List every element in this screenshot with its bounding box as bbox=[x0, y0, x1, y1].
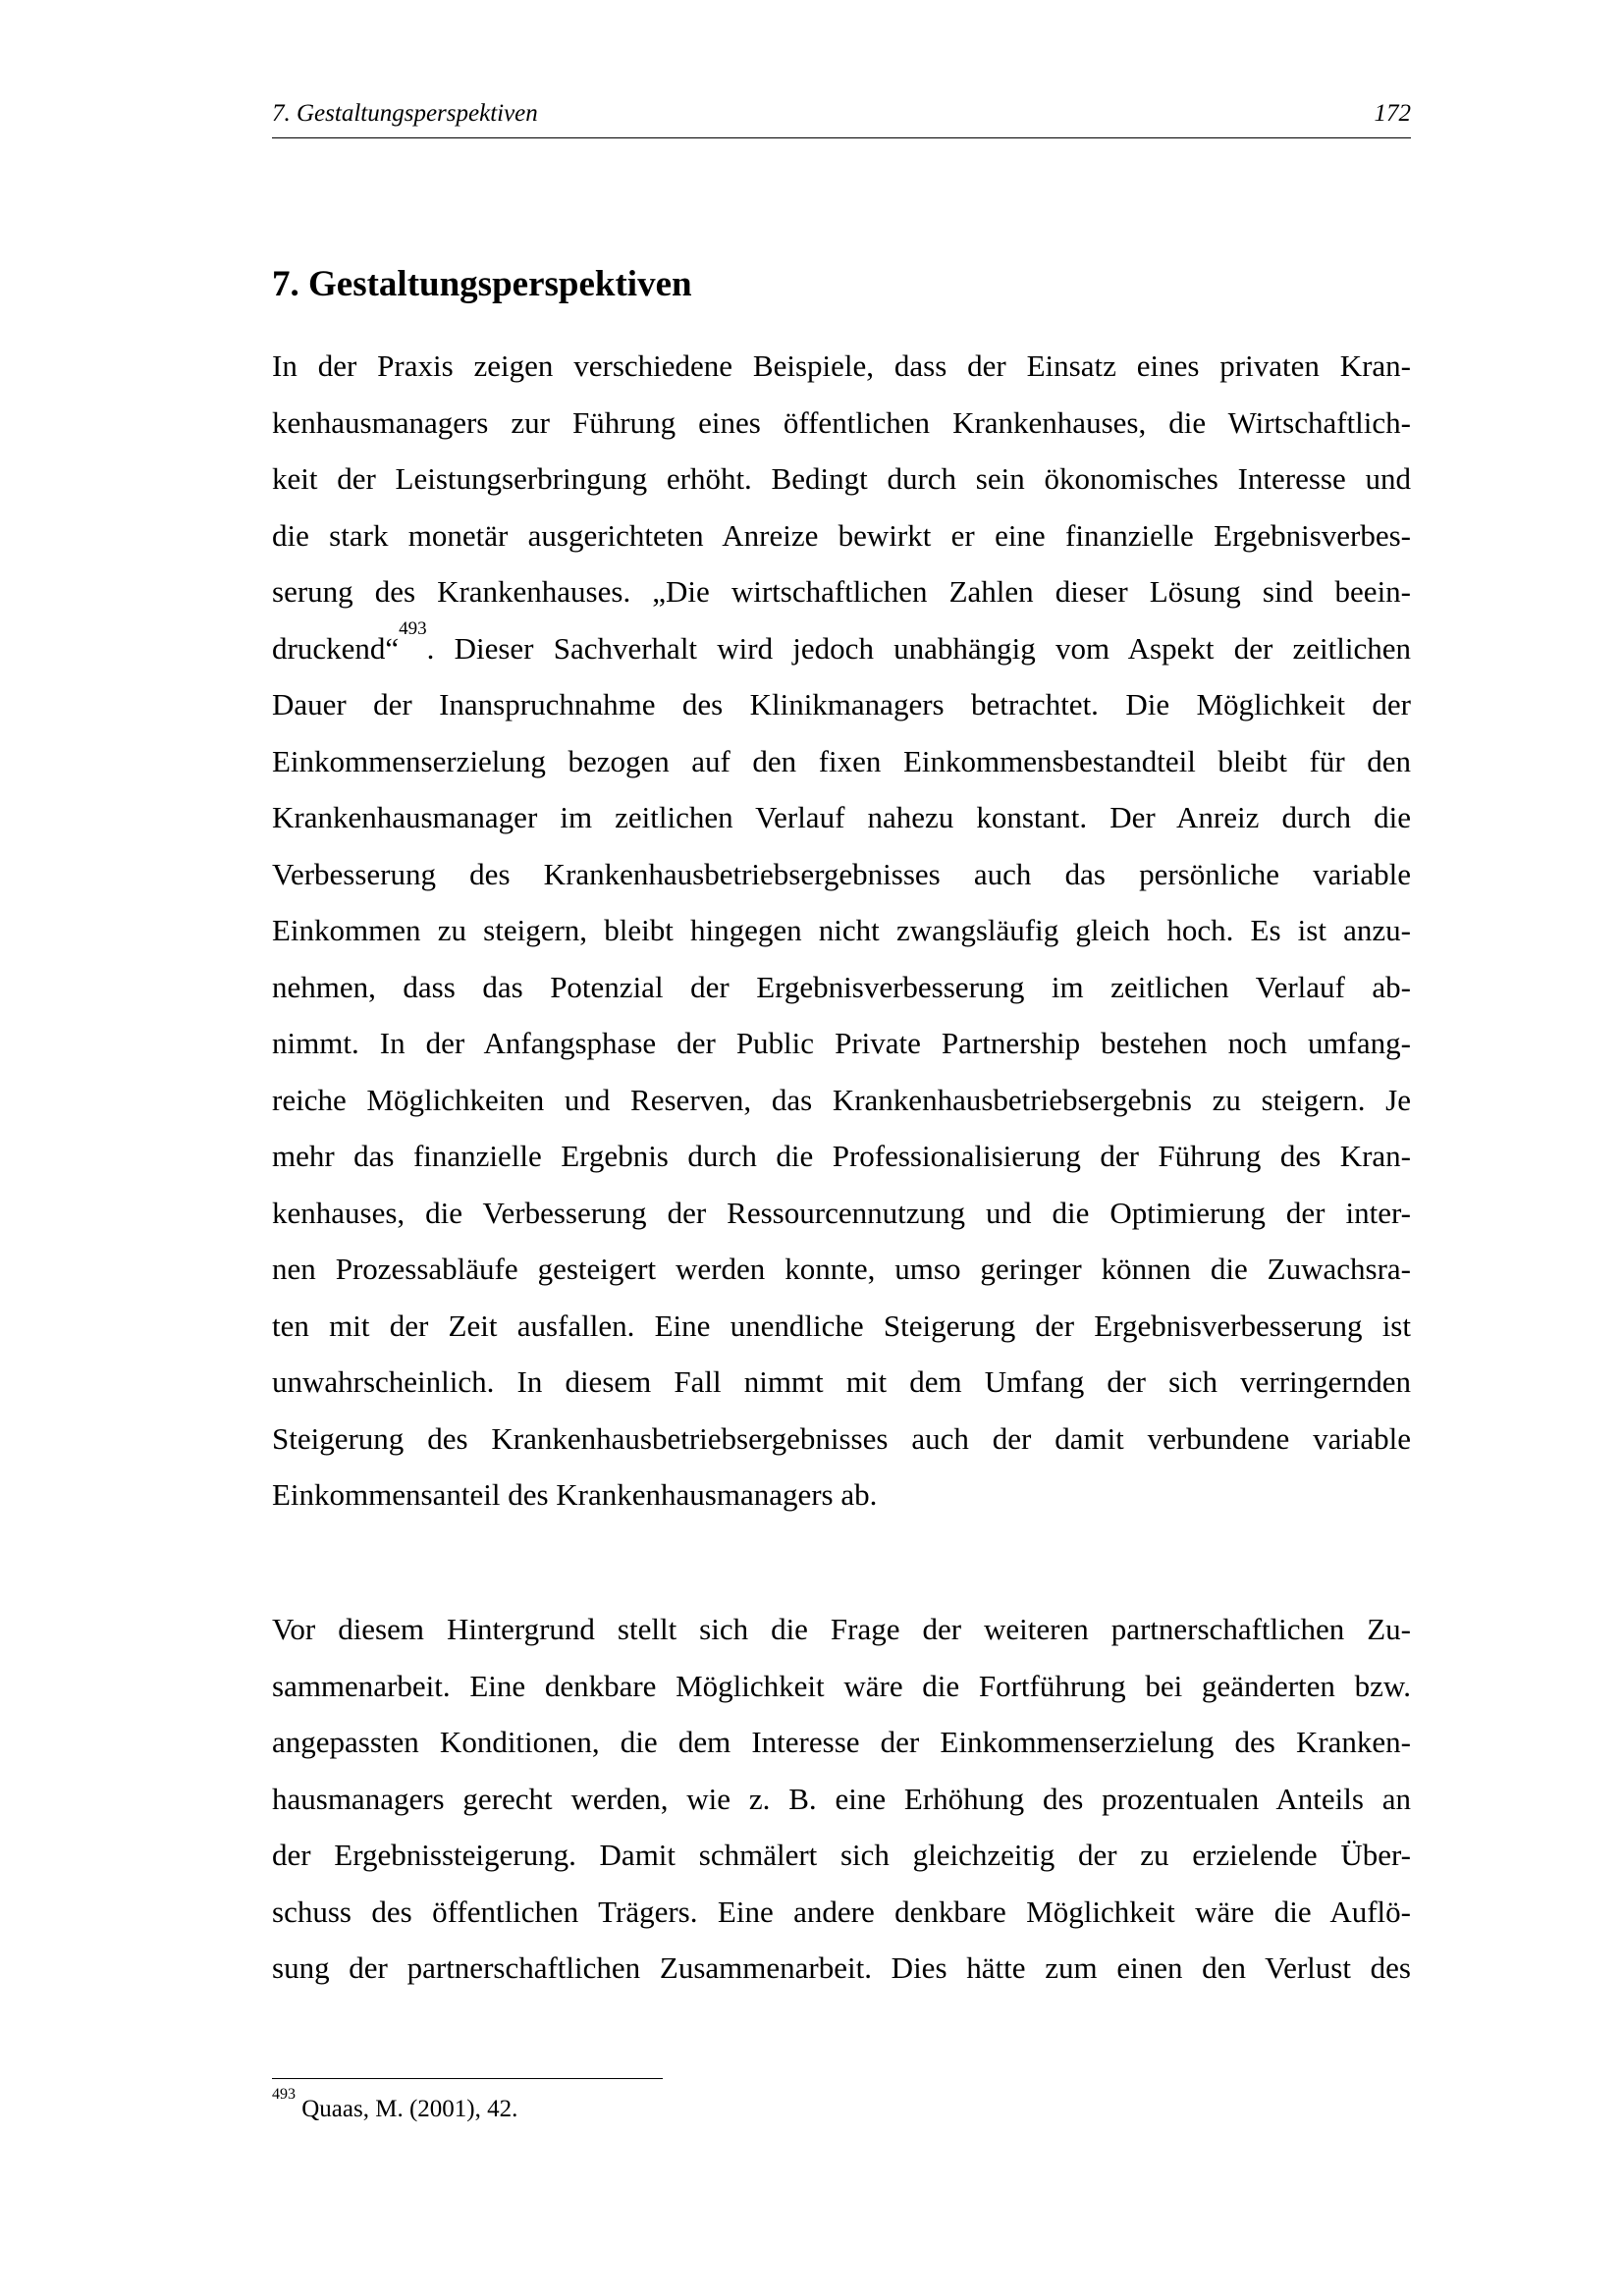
text-line: Einkommensanteil des Krankenhausmanagers ab. bbox=[272, 1477, 878, 1512]
text-line: nehmen, dass das Potenzial der Ergebnisverbesserung im zeitlichen Verlauf ab- bbox=[272, 969, 1411, 1004]
text-line: Verbesserung des Krankenhausbetriebsergebnisses auch das persönliche variable bbox=[272, 856, 1411, 891]
chapter-heading: 7. Gestaltungsperspektiven bbox=[272, 264, 692, 304]
text-line: In der Praxis zeigen verschiedene Beispiele, dass der Einsatz eines privaten Kran- bbox=[272, 348, 1411, 383]
footnote-number: 493 bbox=[272, 2085, 296, 2103]
text-line: kenhausmanagers zur Führung eines öffentlichen Krankenhauses, die Wirtschaftlich- bbox=[272, 404, 1411, 440]
text-line: sammenarbeit. Eine denkbare Möglichkeit wäre die Fortführung bei geänderten bzw. bbox=[272, 1668, 1411, 1703]
text-line: sung der partnerschaftlichen Zusammenarbeit. Dies hätte zum einen den Verlust des bbox=[272, 1950, 1411, 1985]
text-line: nimmt. In der Anfangsphase der Public Private Partnership bestehen noch umfang- bbox=[272, 1026, 1411, 1060]
text-line: mehr das finanzielle Ergebnis durch die Professionalisierung der Führung des Kran- bbox=[272, 1139, 1411, 1173]
text-line: der Ergebnissteigerung. Damit schmälert sich gleichzeitig der zu erzielende Über- bbox=[272, 1838, 1411, 1872]
footnote-text: Quaas, M. (2001), 42. bbox=[301, 2096, 518, 2122]
text-line: reiche Möglichkeiten und Reserven, das Krankenhausbetriebsergebnis zu steigern. Je bbox=[272, 1082, 1411, 1117]
footnote-reference[interactable]: 493 bbox=[399, 618, 427, 640]
body-paragraph-1 bbox=[272, 338, 1411, 1523]
running-header bbox=[272, 94, 1411, 138]
text-line: ten mit der Zeit ausfallen. Eine unendliche Steigerung der Ergebnisverbesserung ist bbox=[272, 1308, 1411, 1343]
text-line: schuss des öffentlichen Trägers. Eine andere denkbare Möglichkeit wäre die Auflö- bbox=[272, 1894, 1411, 1929]
quote-end-text: druckend“ bbox=[272, 630, 400, 666]
text-line: nen Prozessabläufe gesteigert werden konnte, umso geringer können die Zuwachsra- bbox=[272, 1252, 1411, 1286]
text-line: serung des Krankenhauses. „Die wirtschaftlichen Zahlen dieser Lösung sind beein- bbox=[272, 574, 1411, 609]
text-line: Steigerung des Krankenhausbetriebsergebnisses auch der damit verbundene variable bbox=[272, 1420, 1411, 1456]
text-line-with-footnote-ref bbox=[272, 620, 1411, 677]
text-line: die stark monetär ausgerichteten Anreize bewirkt er eine finanzielle Ergebnisverbes- bbox=[272, 517, 1411, 553]
text-line: kenhauses, die Verbesserung der Ressourcennutzung und die Optimierung der inter- bbox=[272, 1195, 1411, 1230]
text-line: hausmanagers gerecht werden, wie z. B. eine Erhöhung des prozentualen Anteils an bbox=[272, 1781, 1411, 1816]
text-line: unwahrscheinlich. In diesem Fall nimmt mit dem Umfang der sich verringernden bbox=[272, 1364, 1411, 1399]
text-line: angepassten Konditionen, die dem Interesse der Einkommenserzielung des Kranken- bbox=[272, 1725, 1411, 1759]
text-line: Dauer der Inanspruchnahme des Klinikmanagers betrachtet. Die Möglichkeit der bbox=[272, 687, 1411, 721]
body-paragraph-2 bbox=[272, 1601, 1411, 1997]
text-line: Krankenhausmanager im zeitlichen Verlauf nahezu konstant. Der Anreiz durch die bbox=[272, 800, 1411, 834]
text-line: Vor diesem Hintergrund stellt sich die Frage der weiteren partnerschaftlichen Zu- bbox=[272, 1612, 1411, 1646]
footnote-divider bbox=[272, 2078, 663, 2079]
text-line: Einkommenserzielung bezogen auf den fixen Einkommensbestandteil bleibt für den bbox=[272, 743, 1411, 778]
text-line: keit der Leistungserbringung erhöht. Bedingt durch sein ökonomisches Interesse und bbox=[272, 461, 1411, 496]
text-line: Einkommen zu steigern, bleibt hingegen nicht zwangsläufig gleich hoch. Es ist anzu- bbox=[272, 913, 1411, 947]
running-header-title: 7. Gestaltungsperspektiven bbox=[272, 100, 538, 127]
footnote bbox=[272, 2085, 518, 2126]
line-continuation-text: . Dieser Sachverhalt wird jedoch unabhängig vom Aspekt der zeitlichen bbox=[426, 630, 1411, 666]
page-number: 172 bbox=[1374, 100, 1411, 127]
